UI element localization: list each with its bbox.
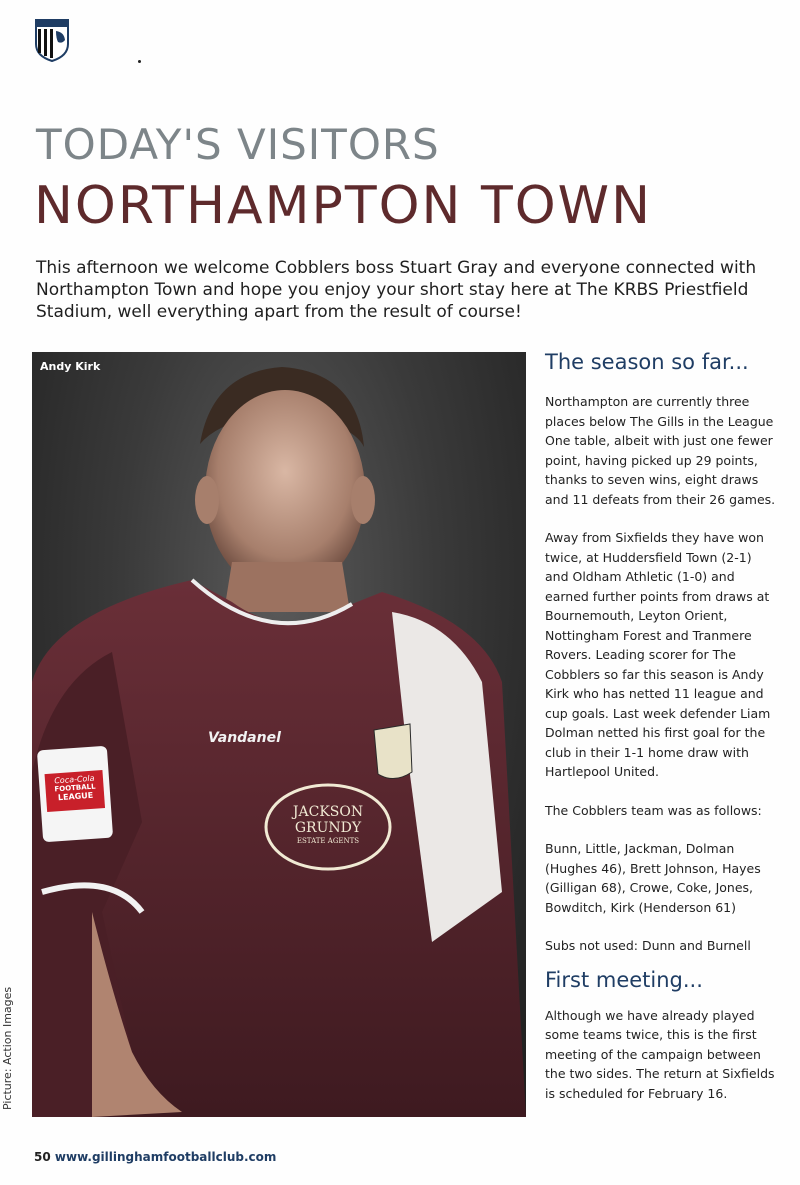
- sponsor-line-1: JACKSON: [292, 804, 364, 820]
- page-footer: [34, 1150, 276, 1164]
- sleeve-badge-line-3: LEAGUE: [57, 790, 94, 803]
- season-paragraph: Subs not used: Dunn and Burnell: [545, 938, 751, 953]
- season-heading: The season so far...: [545, 350, 749, 374]
- sponsor-line-2: GRUNDY: [294, 820, 362, 836]
- section-kicker: TODAY'S VISITORS: [36, 120, 440, 169]
- meeting-paragraph: Although we have already played some teams twice, this is the first meeting of the campaign between the two sides. The return at Sixfields is scheduled for February 16.: [545, 1007, 775, 1101]
- season-paragraph: Northampton are currently three places below The Gills in the League One table, albeit with just one fewer point, having picked up 29 points, thanks to seven wins, eight draws and 11 defeats from their 26 games.: [545, 394, 776, 507]
- photo-caption: Andy Kirk: [40, 360, 101, 373]
- season-paragraph: Bunn, Little, Jackman, Dolman (Hughes 46), Brett Johnson, Hayes (Gilligan 68), Crowe, Coke, Jones, Bowditch, Kirk (Henderson 61): [545, 841, 761, 915]
- player-photo: [32, 352, 526, 1117]
- sidebar-column: [545, 350, 777, 1122]
- club-crest-icon: [34, 18, 70, 62]
- photo-credit: Picture: Action Images: [1, 986, 14, 1110]
- kit-maker-logo: Vandanel: [208, 730, 281, 746]
- sleeve-badge-line-2: FOOTBALL: [54, 782, 96, 794]
- sleeve-badge: [45, 773, 105, 803]
- season-paragraph: The Cobblers team was as follows:: [545, 802, 762, 818]
- speck: [138, 60, 141, 63]
- page-number: 50: [34, 1150, 51, 1164]
- meeting-heading: First meeting...: [545, 967, 703, 992]
- sponsor-line-3: ESTATE AGENTS: [296, 837, 360, 845]
- page-headline: NORTHAMPTON TOWN: [34, 176, 652, 236]
- sleeve-badge-line-1: Coca-Cola: [54, 773, 95, 786]
- shirt-sponsor: [276, 804, 380, 846]
- intro-paragraph: This afternoon we welcome Cobblers boss Stuart Gray and everyone connected with Northampton Town and hope you enjoy your short stay here at The KRBS Priestfield Stadium, well everything apart from the result of course!: [36, 258, 757, 322]
- footer-website-link[interactable]: www.gillinghamfootballclub.com: [54, 1150, 277, 1164]
- season-paragraph: Away from Sixfields they have won twice, at Huddersfield Town (2-1) and Oldham Athletic (1-0) and earned further points from draws at Bournemouth, Leyton Orient, Nottingham Forest and Tranmere Rovers. Leading scorer for The Cobblers so far this season is Andy Kirk who has netted 11 league and cup goals. Last week defender Liam Dolman netted his first goal for the club in their 1-1 home draw with Hartlepool United.: [545, 530, 771, 779]
